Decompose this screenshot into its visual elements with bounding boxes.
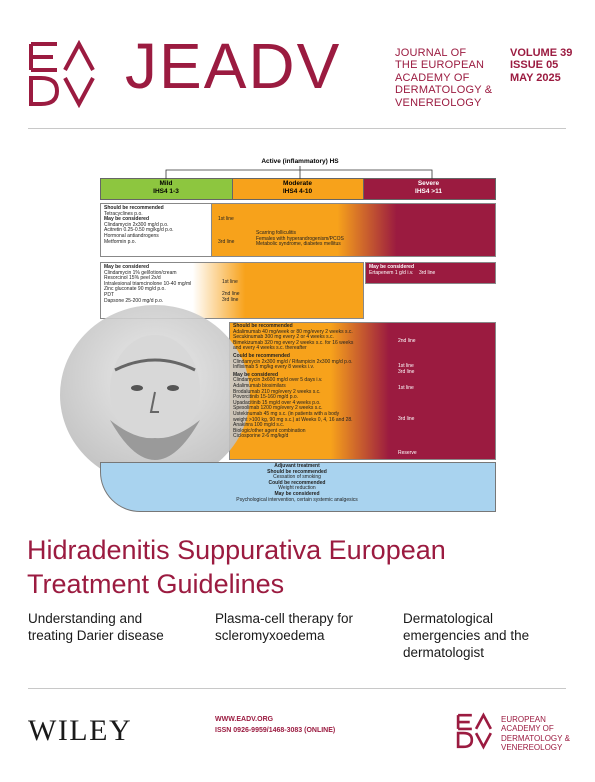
eadv-name: EUROPEAN ACADEMY OF DERMATOLOGY & VENEREOLOGY (501, 715, 570, 753)
eadv-logo-mark (27, 40, 99, 108)
topical-options: May be considered Clindamycin 1% gel/lotion/cream Resorcinol 15% peel 2x/d Intralesional triamcinolone 10-40 mg/ml Zinc gluconate 90 mg/d p.o. PDT Dapsone 25-200 mg/d p.o. (104, 264, 192, 304)
issue: ISSUE 05 (510, 59, 559, 72)
severe-ertapenem: May be considered Ertapenem 1 g/d i.v. 3rd line (369, 264, 436, 276)
issue-info (510, 47, 572, 84)
line-note: 1st line (398, 385, 414, 391)
mild-recommendations: Should be recommended Tetracyclines p.o. May be considered Clindamycin 2x300 mg/d p.o. Acitretin 0.25-0.50 mg/kg/d p.o. Hormonal antiandrogens Metformin p.o. (104, 205, 174, 245)
journal-name: JOURNAL OF THE EUROPEAN ACADEMY OF DERMATOLOGY & VENEREOLOGY (395, 47, 493, 109)
adjuvant-treatment: Adjuvant treatment Should be recommended Cessation of smoking Could be recommended Weight reduction May be considered Psychological intervention, certain systemic analgesics (236, 463, 358, 503)
line-note: 2nd line (398, 338, 416, 344)
divider (28, 688, 566, 689)
line-note: 3rd line (218, 239, 235, 245)
publisher-logo: WILEY (28, 714, 133, 747)
teaser-emergencies: Dermatological emergencies and the dermatologist (403, 611, 530, 660)
flowchart-title: Active (inflammatory) HS (261, 158, 339, 165)
line-note: Reserve (398, 450, 417, 456)
eadv-small-logo-mark (456, 712, 494, 750)
website-link[interactable]: WWW.EADV.ORG (215, 716, 274, 723)
teaser-scleromyxoedema: Plasma-cell therapy for scleromyxoedema (215, 611, 354, 643)
journal-title: JEADV (125, 30, 342, 102)
line-note: 1st line (222, 279, 238, 285)
line-note: 3rd line (222, 297, 239, 303)
cover-headline: Hidradenitis Suppurativa European Treatment Guidelines (27, 535, 446, 599)
flowchart-connector (160, 166, 440, 180)
line-note: 3rd line (398, 369, 415, 375)
line-note: 3rd line (398, 416, 415, 422)
line-note: 1st line (218, 216, 234, 222)
date: MAY 2025 (510, 71, 561, 84)
column-moderate: Moderate IHS4 4-10 (282, 180, 313, 195)
issn: ISSN 0926-9959/1468-3083 (ONLINE) (215, 727, 336, 734)
divider (28, 128, 566, 129)
systemic-therapies: Should be recommended Adalimumab 40 mg/week or 80 mg/every 2 weeks s.c. Secukinumab 300 mg every 2 or 4 weeks s.c. Bimekizumab 320 mg every 2 weeks s.c. for 16 weeks and every 4 weeks s.c. thereafter Could be recommended Clindamycin 2x300 mg/d / Rifampicin 2x300 mg/d p.o. Infliximab 5 mg/kg every 8 weeks i.v. May be considered Clindamycin 3x600 mg/d over 5 days i.v. Adalimumab biosimilars Brodalumab 210 mg/every 2 weeks s.c. Povorcitinib 15-160 mg/d p.o. Upadacitinib 15 mg/d over 4 weeks p.o. Spesolimab 1200 mg/every 2 weeks s.c. Ustekinumab 45 mg s.c. (in patients with a body weight >100 kg, 90 mg s.c.) at Weeks 0, 4, 16 and 28. Anakinra 100 mg/d s.c. Biologic/other agent combination Ciclosporine 2-6 mg/kg/d (233, 323, 354, 440)
moderate-indications: Scarring folliculitis Females with hyperandrogenism/PCOS Metabolic syndrome, diabetes mellitus (256, 230, 344, 248)
teaser-darier: Understanding and treating Darier disease (28, 611, 164, 643)
volume: VOLUME 39 (510, 47, 573, 59)
line-note: 1st line (398, 363, 414, 369)
column-mild: Mild IHS4 1-3 (153, 180, 179, 195)
column-severe: Severe IHS4 >11 (415, 180, 442, 195)
line-note: 2nd line (222, 291, 240, 297)
